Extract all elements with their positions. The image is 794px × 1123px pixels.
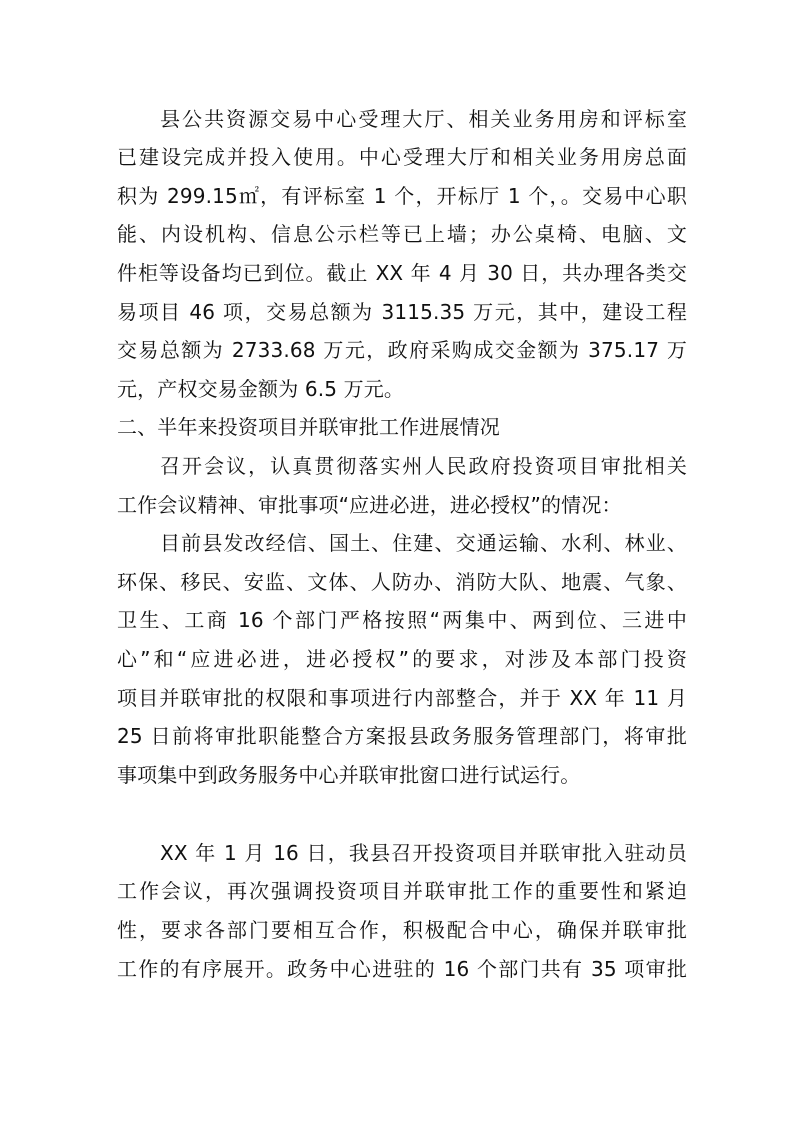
text-line: 目前县发改经信、国土、住建、交通运输、水利、林业、 <box>160 531 687 555</box>
text-line: 性，要求各部门要相互合作，积极配合中心，确保并联审批 <box>117 918 687 942</box>
text-line: 易项目 46 项，交易总额为 3115.35 万元，其中，建设工程 <box>117 300 687 324</box>
text-line: 交易总额为 2733.68 万元，政府采购成交金额为 375.17 万 <box>117 338 687 362</box>
text-line: 卫生、工商 16 个部门严格按照“两集中、两到位、三进中 <box>117 608 687 632</box>
text-line: 能、内设机构、信息公示栏等已上墙；办公桌椅、电脑、文 <box>117 222 687 246</box>
text-line: 件柜等设备均已到位。截止 XX 年 4 月 30 日，共办理各类交 <box>117 261 687 285</box>
text-line: 元，产权交易金额为 6.5 万元。 <box>117 377 405 401</box>
text-line: 环保、移民、安监、文体、人防办、消防大队、地震、气象、 <box>117 570 687 594</box>
text-line: 心”和“应进必进，进必授权”的要求，对涉及本部门投资 <box>117 647 687 671</box>
text-line: 项目并联审批的权限和事项进行内部整合，并于 XX 年 11 月 <box>117 686 687 710</box>
text-line: 25 日前将审批职能整合方案报县政务服务管理部门，将审批 <box>117 724 687 748</box>
text-line: 积为 299.15㎡，有评标室 1 个，开标厅 1 个，。交易中心职 <box>117 184 687 208</box>
text-line: 工作的有序展开。政务中心进驻的 16 个部门共有 35 项审批 <box>117 957 687 981</box>
text-line: 工作会议精神、审批事项“应进必进，进必授权”的情况： <box>117 493 622 517</box>
text-line: XX 年 1 月 16 日，我县召开投资项目并联审批入驻动员 <box>160 841 687 865</box>
text-line: 已建设完成并投入使用。中心受理大厅和相关业务用房总面 <box>117 145 687 169</box>
text-line: 县公共资源交易中心受理大厅、相关业务用房和评标室 <box>160 107 687 131</box>
text-line: 事项集中到政务服务中心并联审批窗口进行试运行。 <box>117 763 581 787</box>
section-heading: 二、半年来投资项目并联审批工作进展情况 <box>117 415 500 439</box>
text-line: 召开会议，认真贯彻落实州人民政府投资项目审批相关 <box>160 454 687 478</box>
text-line: 工作会议，再次强调投资项目并联审批工作的重要性和紧迫 <box>117 879 687 903</box>
